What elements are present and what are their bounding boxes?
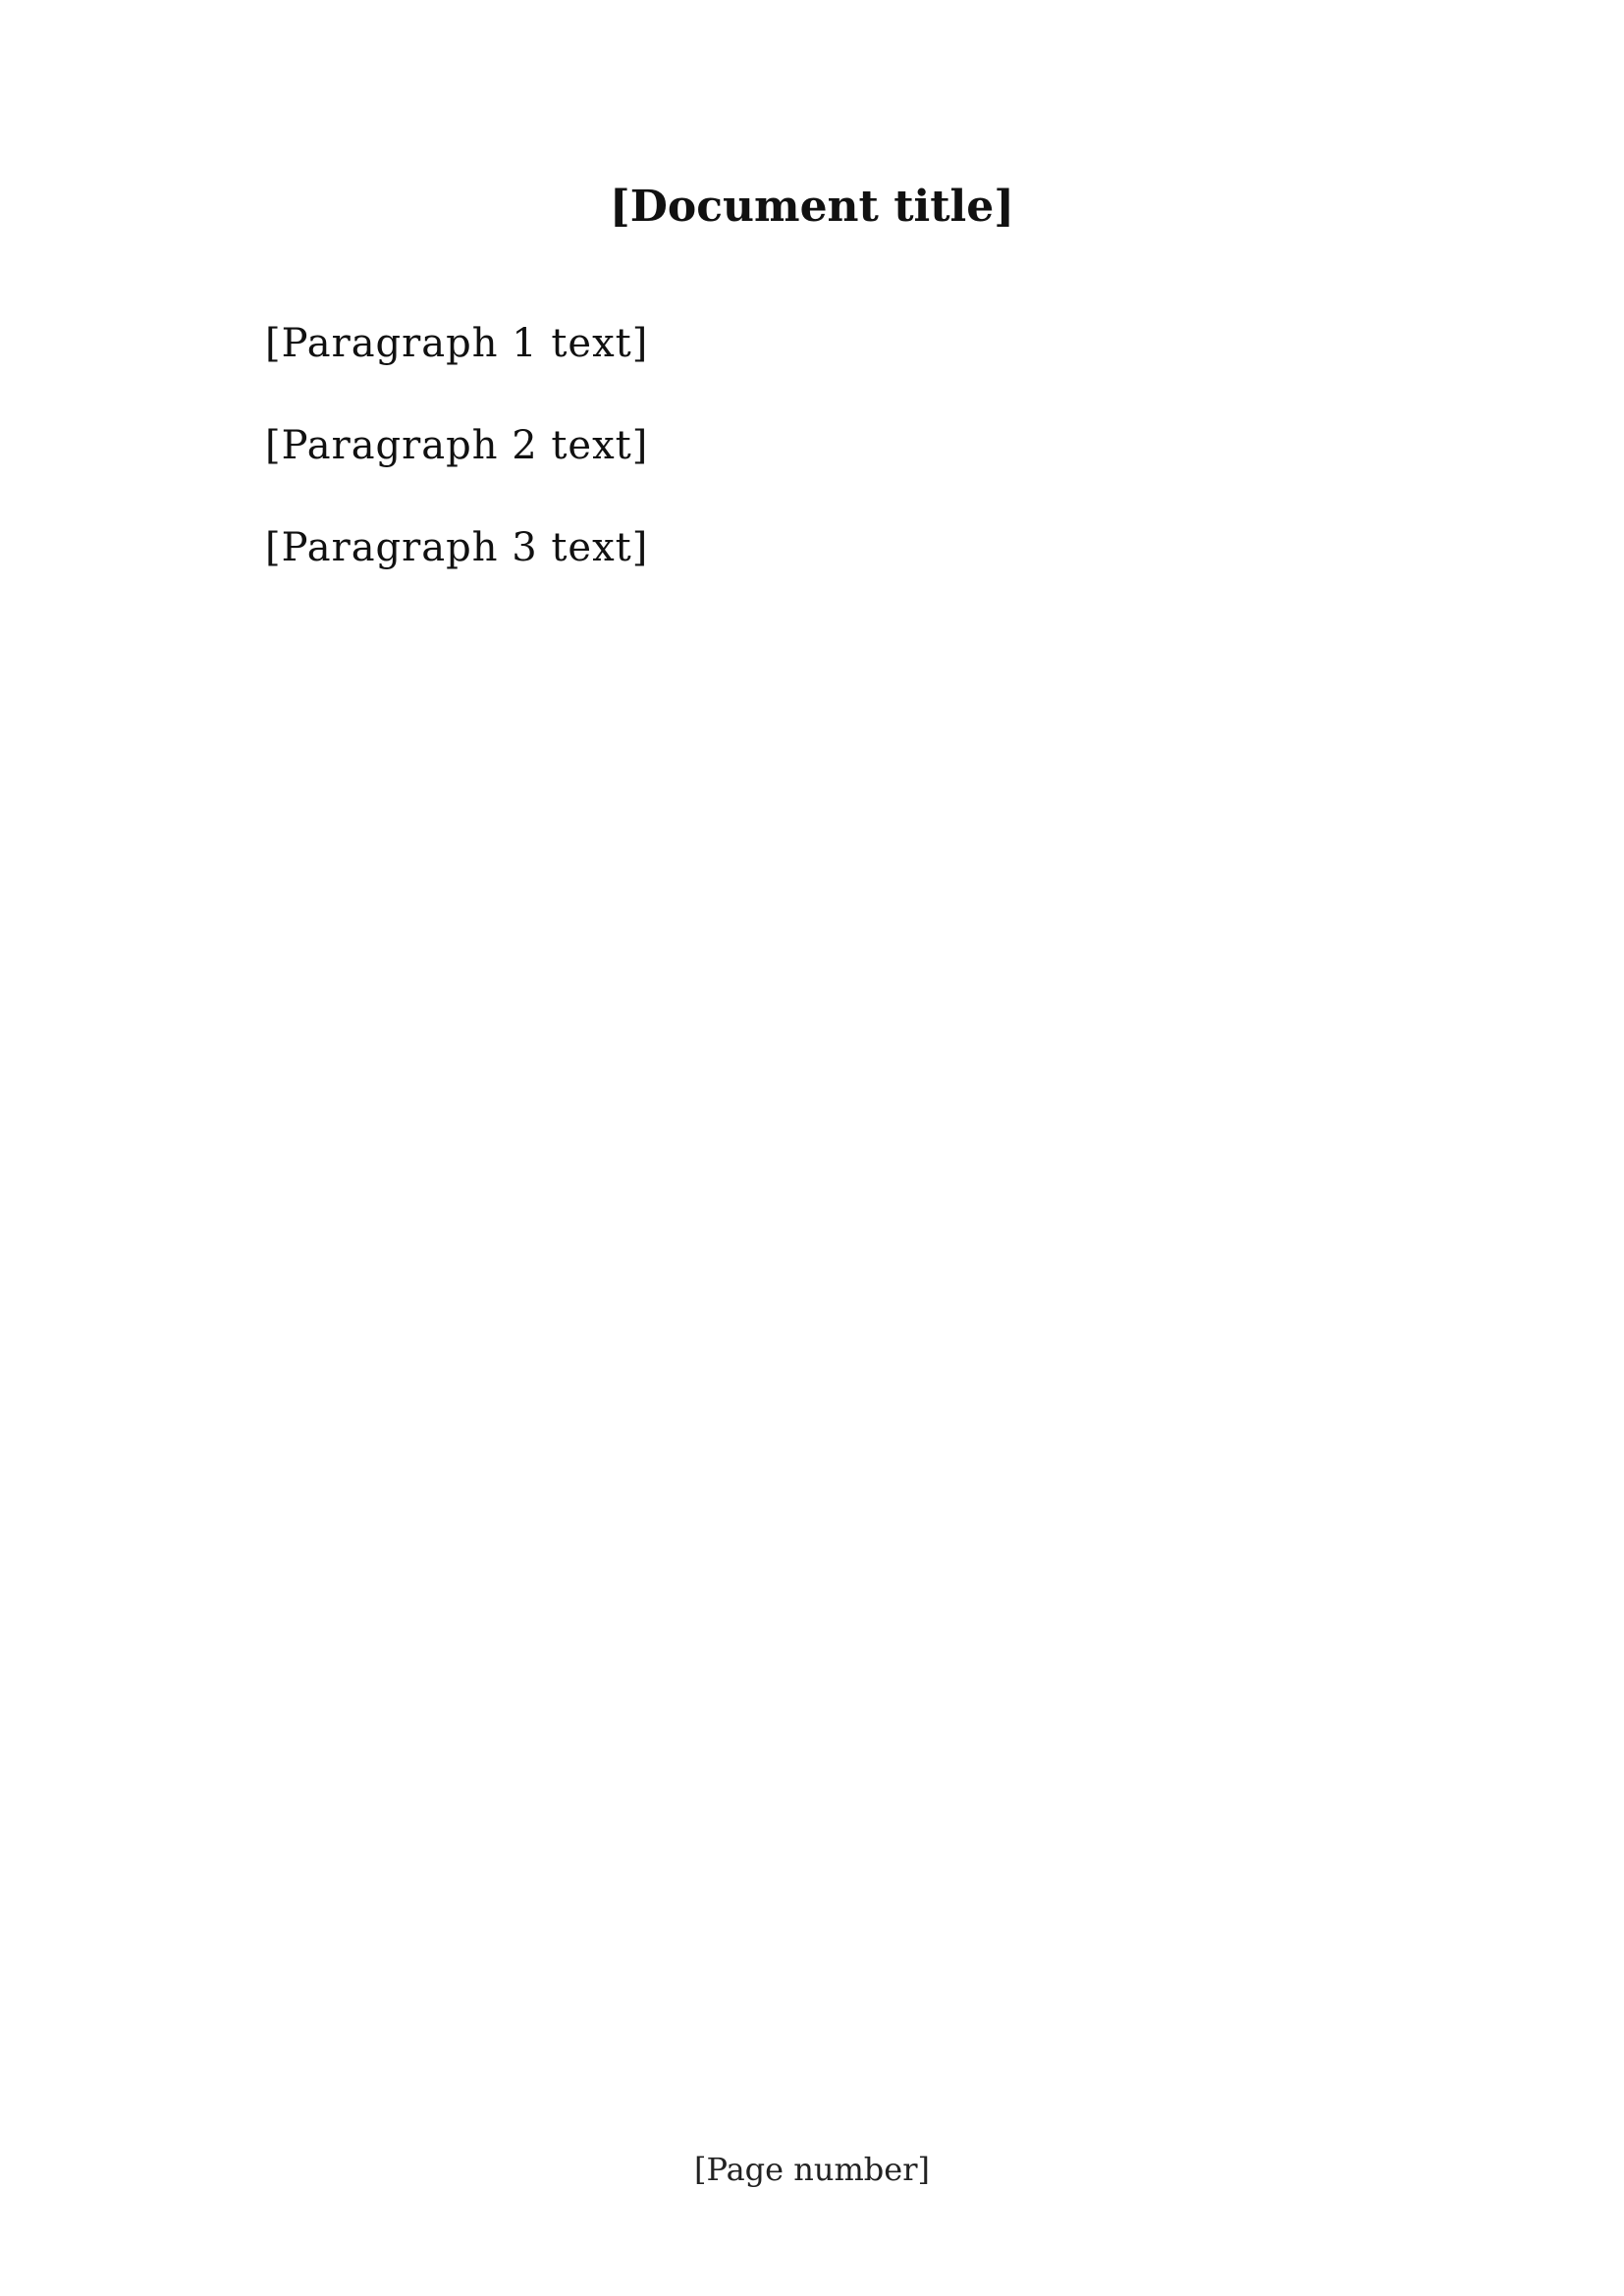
document-title: [Document title] [609, 182, 1015, 232]
paragraph: [Paragraph 2 text] [265, 422, 649, 468]
paragraph: [Paragraph 3 text] [265, 524, 649, 570]
paragraph: [Paragraph 1 text] [265, 320, 649, 366]
document-body [187, 306, 1437, 585]
page-number: [Page number] [693, 2151, 930, 2188]
